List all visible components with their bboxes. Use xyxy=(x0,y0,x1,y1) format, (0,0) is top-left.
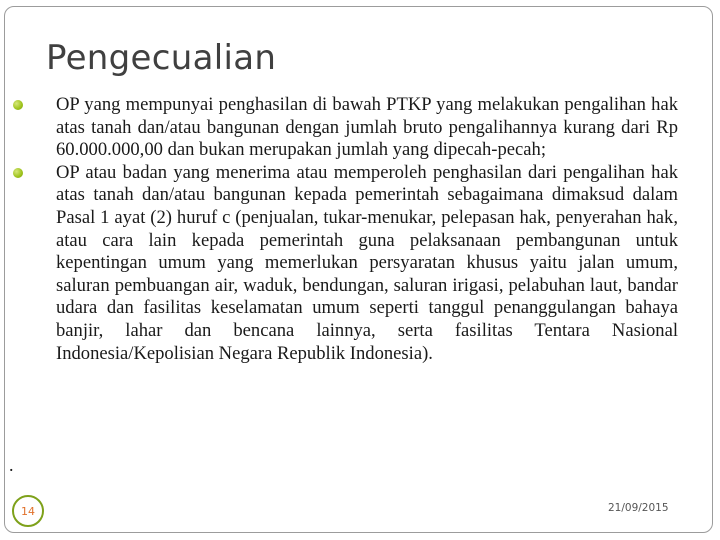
slide-number-badge xyxy=(12,495,44,527)
bullet-item xyxy=(56,94,678,162)
slide-number: 14 xyxy=(21,504,35,518)
bullet-list xyxy=(56,94,678,365)
bullet-text: OP atau badan yang menerima atau memperoleh penghasilan dari pengalihan hak atas tanah dan/atau bangunan kepada pemerintah sebagaimana dimaksud dalam Pasal 1 ayat (2) huruf c (penjualan, tukar-menukar, pelepasan hak, penyerahan hak, atau cara lain kepada pemerintah guna pelaksanaan pembangunan untuk kepentingan umum yang memerlukan persyaratan khusus yaitu jalan umum, saluran pembuangan air, waduk, bendungan, saluran irigasi, pelabuhan laut, bandar udara dan fasilitas keselamatan umum seperti tanggul penanggulangan bahaya banjir, lahar dan bencana lainnya, serta fasilitas Tentara Nasional Indonesia/Kepolisian Negara Republik Indonesia). xyxy=(56,161,678,364)
bullet-dot-icon xyxy=(13,100,23,110)
slide-title: Pengecualian xyxy=(46,38,277,78)
bullet-text: OP yang mempunyai penghasilan di bawah PTKP yang melakukan pengalihan hak atas tanah dan/atau bangunan dengan jumlah bruto pengalihannya kurang dari Rp 60.000.000,00 dan bukan merupakan jumlah yang dipecah-pecah; xyxy=(56,94,678,161)
bullet-item xyxy=(56,162,678,365)
bullet-dot-icon xyxy=(13,168,23,178)
footer-date: 21/09/2015 xyxy=(608,502,669,514)
stray-mark: . xyxy=(9,455,14,475)
